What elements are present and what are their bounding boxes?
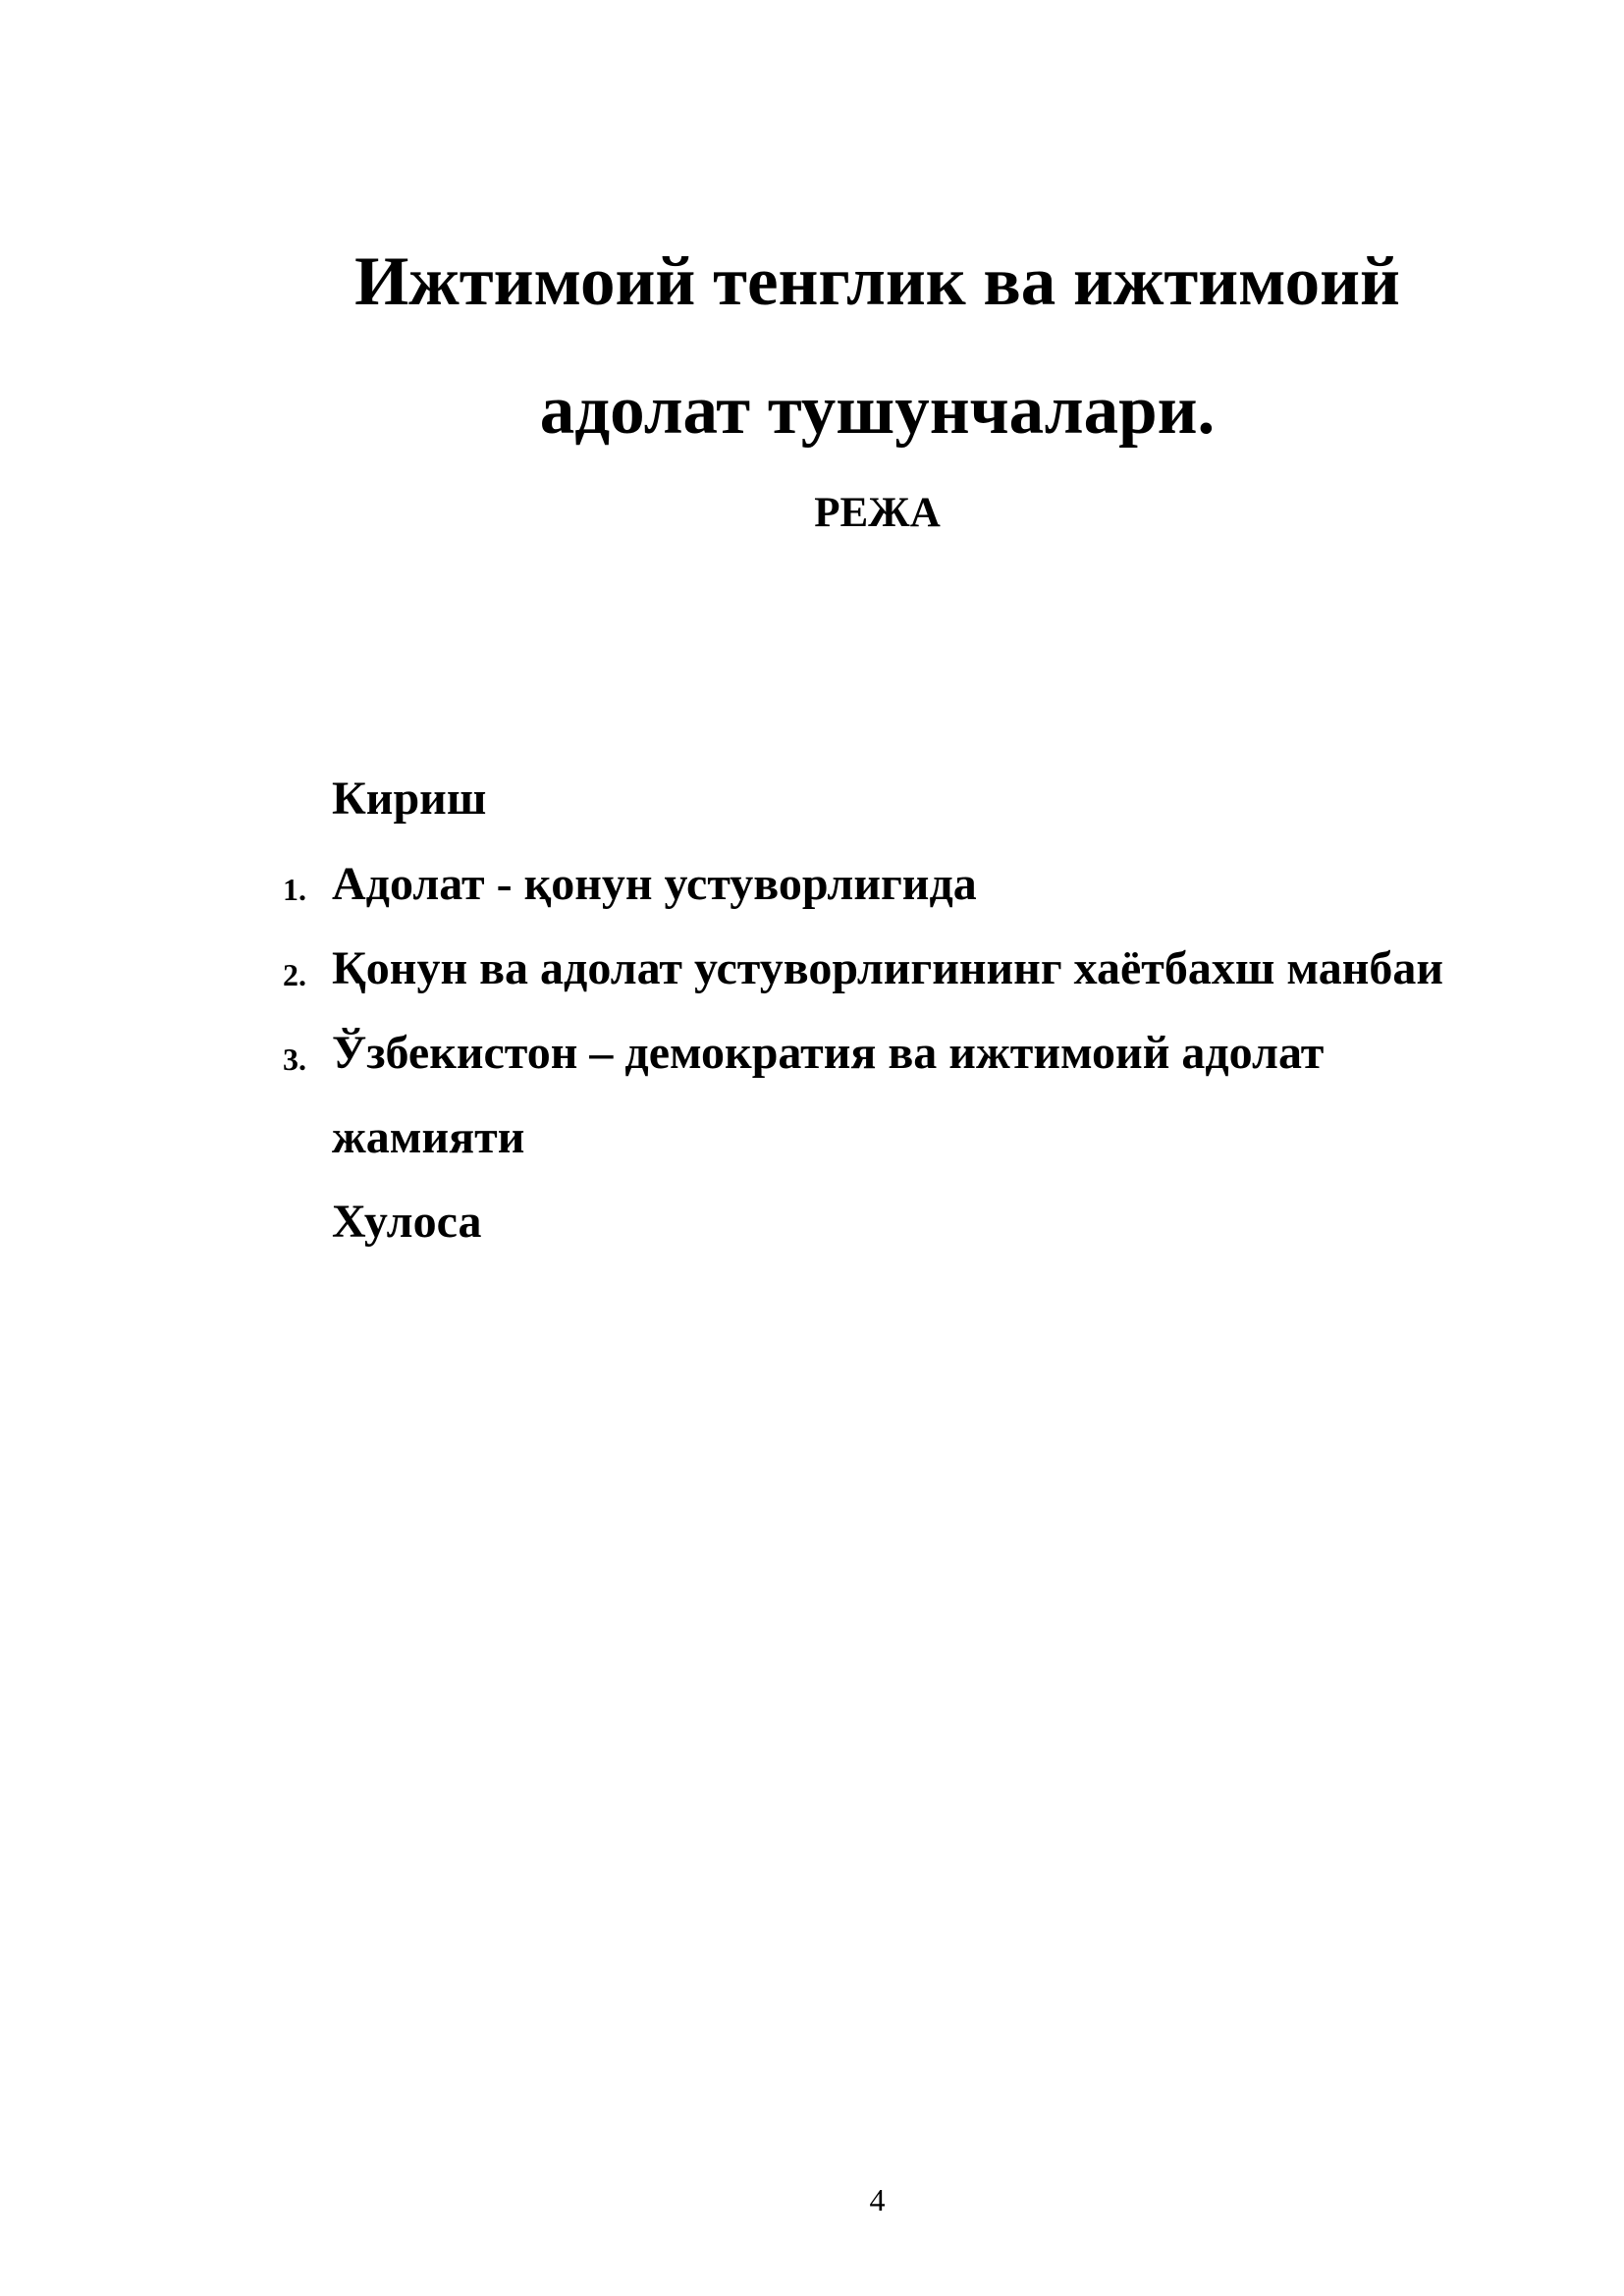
- conclusion-entry: Хулоса: [332, 1196, 482, 1248]
- intro-entry: Кириш: [332, 773, 487, 825]
- item-2-text: Қонун ва адолат устуворлигининг хаётбахш манбаи: [332, 942, 1444, 994]
- item-1-text: Адолат - қонун устуворлигида: [332, 858, 977, 910]
- item-3-continuation: жамияти: [332, 1111, 525, 1163]
- item-1-number: 1.: [283, 872, 306, 907]
- item-3-number: 3.: [283, 1041, 306, 1077]
- item-2-number: 2.: [283, 957, 306, 992]
- title-line-2: адолат тушунчалари.: [539, 372, 1216, 449]
- page-number: 4: [869, 2182, 886, 2217]
- item-3-text: Ўзбекистон – демократия ва ижтимоий адолат: [332, 1027, 1325, 1079]
- plan-heading: РЕЖА: [814, 490, 941, 536]
- title-line-1: Ижтимоий тенглик ва ижтимоий: [354, 243, 1400, 320]
